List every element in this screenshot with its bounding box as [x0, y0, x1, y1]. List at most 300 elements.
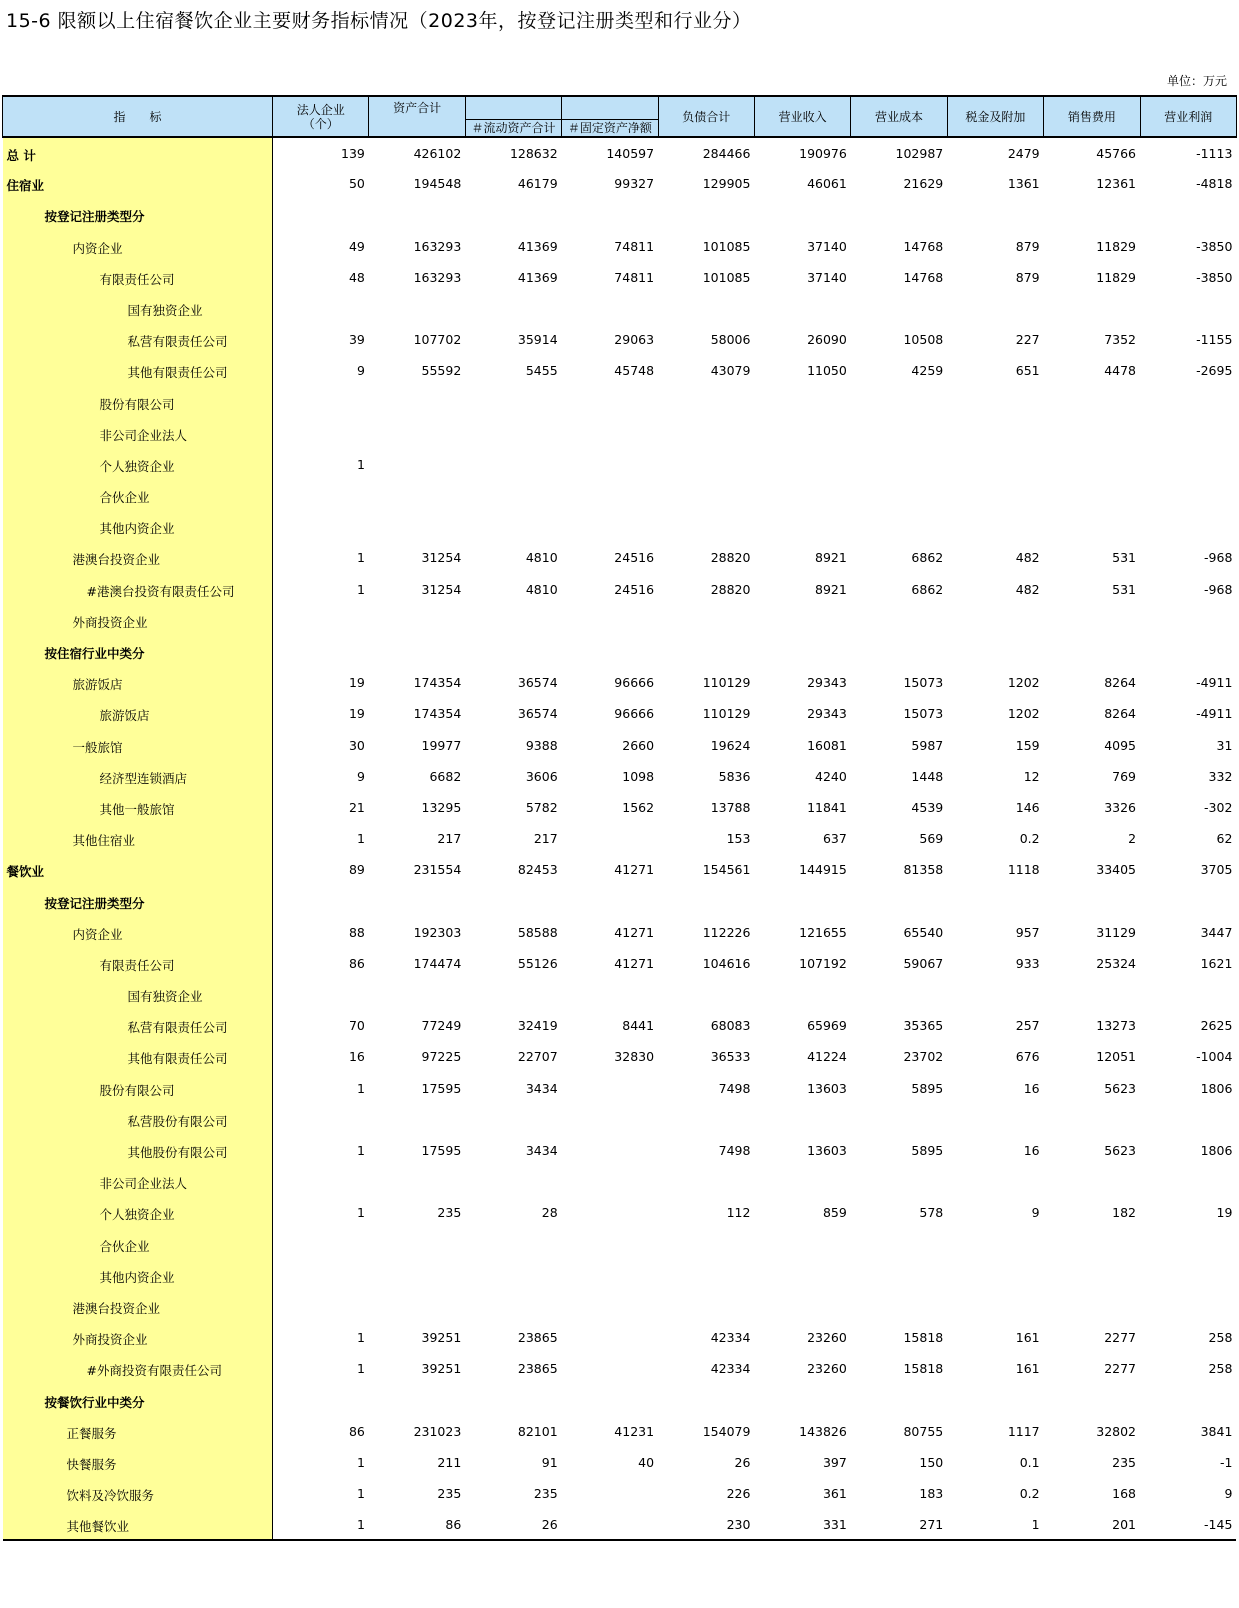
- cell-value: 226: [726, 1486, 751, 1502]
- cell-value: [465, 1291, 561, 1322]
- cell-value: 96666: [614, 675, 655, 691]
- cell-value: 1: [947, 1509, 1043, 1540]
- cell-value: 24516: [614, 581, 655, 597]
- cell-value: [851, 387, 947, 418]
- cell-value: 39: [348, 332, 365, 348]
- cell-value: [754, 605, 850, 636]
- cell-value: 1: [356, 1330, 365, 1346]
- cell-value: 4539: [911, 799, 944, 815]
- cell-value: 182: [1112, 1205, 1137, 1221]
- row-label: 内资企业: [3, 917, 273, 948]
- cell-value: 81358: [903, 862, 944, 878]
- cell-value: 19: [348, 675, 365, 691]
- cell-value: 163293: [413, 238, 462, 254]
- cell-value: [562, 636, 658, 667]
- cell-value: 23865: [517, 1330, 558, 1346]
- cell-value: 2479: [1007, 146, 1040, 161]
- row-label: 按住宿行业中类分: [3, 636, 273, 667]
- cell-value: 86: [348, 955, 365, 971]
- cell-value: [1044, 293, 1140, 324]
- cell-value: 37140: [807, 238, 847, 254]
- table-row: [3, 948, 1237, 979]
- cell-value: 284466: [702, 146, 751, 161]
- cell-value: 769: [1112, 768, 1137, 784]
- cell-value: [754, 1229, 850, 1260]
- row-label: 有限责任公司: [3, 948, 273, 979]
- table-row: [3, 199, 1237, 230]
- cell-value: [851, 199, 947, 230]
- cell-value: 89: [348, 862, 365, 878]
- cell-value: [947, 480, 1043, 511]
- unit-label: 单位：万元: [1166, 74, 1227, 88]
- cell-value: [562, 449, 658, 480]
- cell-value: 2277: [1104, 1330, 1137, 1346]
- header-revenue: 营业收入: [754, 96, 850, 137]
- cell-value: 1118: [1007, 862, 1040, 878]
- cell-value: 6862: [911, 581, 944, 597]
- table-row: [3, 1509, 1237, 1540]
- cell-value: [562, 480, 658, 511]
- cell-value: [562, 293, 658, 324]
- cell-value: 4095: [1104, 737, 1137, 753]
- cell-value: 482: [1015, 550, 1040, 566]
- cell-value: 150: [919, 1454, 944, 1470]
- cell-value: 15818: [903, 1330, 944, 1346]
- cell-value: [947, 418, 1043, 449]
- cell-value: [658, 1260, 754, 1291]
- table-row: [3, 636, 1237, 667]
- row-label: 快餐服务: [3, 1447, 273, 1478]
- cell-value: 62: [1216, 831, 1233, 847]
- cell-value: [369, 387, 465, 418]
- row-label: 经济型连锁酒店: [3, 761, 273, 792]
- cell-value: [369, 1260, 465, 1291]
- cell-value: 174474: [413, 955, 462, 971]
- cell-value: [754, 449, 850, 480]
- cell-value: [947, 1229, 1043, 1260]
- cell-value: 637: [822, 831, 847, 847]
- cell-value: 28: [541, 1205, 558, 1221]
- cell-value: [658, 480, 754, 511]
- cell-value: [1044, 636, 1140, 667]
- cell-value: [1140, 387, 1236, 418]
- row-label: 港澳台投资企业: [3, 1291, 273, 1322]
- cell-value: 22707: [517, 1049, 558, 1065]
- cell-value: 879: [1015, 238, 1040, 254]
- cell-value: [562, 1197, 658, 1228]
- cell-value: [1044, 449, 1140, 480]
- cell-value: [1140, 636, 1236, 667]
- header-assets-spacer: [465, 96, 561, 120]
- cell-value: 74811: [614, 269, 655, 285]
- cell-value: 17595: [421, 1080, 462, 1096]
- cell-value: 5895: [911, 1080, 944, 1096]
- cell-value: 21: [348, 799, 365, 815]
- cell-value: 143826: [799, 1423, 847, 1439]
- financial-indicators-table: [2, 95, 1237, 1541]
- cell-value: 48: [348, 269, 365, 285]
- row-label: 其他有限责任公司: [3, 1041, 273, 1072]
- cell-value: 201: [1044, 1509, 1140, 1540]
- cell-value: [562, 605, 658, 636]
- cell-value: [562, 1353, 658, 1384]
- cell-value: 32419: [517, 1018, 558, 1034]
- cell-value: 68083: [710, 1018, 751, 1034]
- row-label: 港澳台投资企业: [3, 542, 273, 573]
- cell-value: [465, 418, 561, 449]
- table-row: [3, 730, 1237, 761]
- cell-value: 227: [1015, 332, 1040, 348]
- cell-value: [273, 199, 369, 230]
- row-label: 按登记注册类型分: [3, 199, 273, 230]
- cell-value: 1361: [1007, 176, 1040, 192]
- table-row: [3, 1322, 1237, 1353]
- table-row: [3, 324, 1237, 355]
- cell-value: 168: [1112, 1486, 1137, 1502]
- cell-value: [658, 199, 754, 230]
- cell-value: [273, 293, 369, 324]
- cell-value: [658, 1166, 754, 1197]
- cell-value: 23865: [517, 1361, 558, 1377]
- cell-value: 41369: [517, 269, 558, 285]
- cell-value: [947, 1385, 1043, 1416]
- row-label: 内资企业: [3, 231, 273, 262]
- row-label: 其他股份有限公司: [3, 1135, 273, 1166]
- cell-value: 211: [437, 1454, 462, 1470]
- table-row: [3, 854, 1237, 885]
- table-row: [3, 262, 1237, 293]
- cell-value: 5895: [911, 1143, 944, 1158]
- cell-value: [1044, 605, 1140, 636]
- cell-value: [465, 449, 561, 480]
- header-cost: 营业成本: [851, 96, 947, 137]
- cell-value: 3841: [1200, 1423, 1233, 1439]
- cell-value: [947, 886, 1043, 917]
- cell-value: 3447: [1200, 924, 1233, 940]
- cell-value: [754, 293, 850, 324]
- cell-value: 235: [437, 1205, 462, 1221]
- table-row: [3, 231, 1237, 262]
- cell-value: 3434: [525, 1080, 558, 1096]
- table-row: [3, 1478, 1237, 1509]
- row-label: 按餐饮行业中类分: [3, 1385, 273, 1416]
- cell-value: 1: [356, 1454, 365, 1470]
- cell-value: 1: [356, 456, 365, 472]
- cell-value: [562, 823, 658, 854]
- cell-value: 88: [348, 924, 365, 940]
- cell-value: 29343: [807, 706, 847, 722]
- table-row: [3, 1197, 1237, 1228]
- cell-value: [658, 886, 754, 917]
- cell-value: -1113: [1196, 146, 1233, 161]
- cell-value: [562, 1229, 658, 1260]
- cell-value: [1140, 511, 1236, 542]
- table-row: [3, 761, 1237, 792]
- cell-value: 65969: [807, 1018, 847, 1034]
- cell-value: 140597: [606, 146, 655, 161]
- row-label: 非公司企业法人: [3, 1166, 273, 1197]
- cell-value: 65540: [903, 924, 944, 940]
- cell-value: 25324: [1096, 955, 1137, 971]
- cell-value: [851, 1260, 947, 1291]
- cell-value: [1044, 480, 1140, 511]
- cell-value: [369, 605, 465, 636]
- cell-value: [1044, 1260, 1140, 1291]
- cell-value: [851, 1166, 947, 1197]
- cell-value: 0.2: [1019, 1486, 1040, 1502]
- cell-value: 1: [356, 1205, 365, 1221]
- table-row: [3, 449, 1237, 480]
- cell-value: [1140, 1104, 1236, 1135]
- cell-value: [754, 480, 850, 511]
- cell-value: 82453: [517, 862, 558, 878]
- cell-value: [562, 1135, 658, 1166]
- cell-value: [1044, 511, 1140, 542]
- cell-value: 24516: [614, 550, 655, 566]
- cell-value: 49: [348, 238, 365, 254]
- cell-value: [947, 636, 1043, 667]
- cell-value: [947, 511, 1043, 542]
- row-label: 股份有限公司: [3, 387, 273, 418]
- cell-value: [273, 511, 369, 542]
- row-label: 旅游饭店: [3, 698, 273, 729]
- cell-value: 8264: [1104, 706, 1137, 722]
- cell-value: 1: [356, 1080, 365, 1096]
- cell-value: 5987: [911, 737, 944, 753]
- cell-value: 101085: [702, 238, 751, 254]
- cell-value: [947, 1104, 1043, 1135]
- cell-value: 9388: [525, 737, 558, 753]
- cell-value: [947, 605, 1043, 636]
- cell-value: [1140, 199, 1236, 230]
- cell-value: 8264: [1104, 675, 1137, 691]
- cell-value: 31: [1216, 737, 1233, 753]
- cell-value: 46179: [517, 176, 558, 192]
- cell-value: [465, 1385, 561, 1416]
- cell-value: 23702: [903, 1049, 944, 1065]
- cell-value: 77249: [421, 1018, 462, 1034]
- cell-value: 10508: [903, 332, 944, 348]
- cell-value: 50: [348, 176, 365, 192]
- cell-value: [658, 293, 754, 324]
- header-assets-spacer-2: [562, 96, 658, 120]
- cell-value: -1004: [1196, 1049, 1233, 1065]
- cell-value: 36533: [710, 1049, 751, 1065]
- cell-value: 31254: [421, 581, 462, 597]
- table-row: [3, 480, 1237, 511]
- cell-value: 23260: [807, 1330, 847, 1346]
- cell-value: 11050: [807, 363, 847, 379]
- row-label: 饮料及冷饮服务: [3, 1478, 273, 1509]
- cell-value: 45748: [614, 363, 655, 379]
- cell-value: [658, 387, 754, 418]
- cell-value: [947, 199, 1043, 230]
- cell-value: [754, 1260, 850, 1291]
- cell-value: 31129: [1096, 924, 1137, 940]
- table-row: [3, 979, 1237, 1010]
- cell-value: 651: [1015, 363, 1040, 379]
- cell-value: 16: [348, 1049, 365, 1065]
- table-row: [3, 1135, 1237, 1166]
- cell-value: 8921: [815, 550, 847, 566]
- row-label: 有限责任公司: [3, 262, 273, 293]
- cell-value: [273, 886, 369, 917]
- cell-value: 102987: [895, 146, 944, 161]
- cell-value: 174354: [413, 675, 462, 691]
- cell-value: [465, 979, 561, 1010]
- cell-value: [369, 1166, 465, 1197]
- cell-value: [369, 449, 465, 480]
- cell-value: 190976: [799, 146, 847, 161]
- cell-value: [658, 605, 754, 636]
- cell-value: [1044, 886, 1140, 917]
- cell-value: [851, 480, 947, 511]
- cell-value: [754, 1166, 850, 1197]
- table-row: [3, 1166, 1237, 1197]
- cell-value: 40: [638, 1454, 655, 1470]
- cell-value: 35914: [517, 332, 558, 348]
- cell-value: 0.1: [1019, 1454, 1040, 1470]
- header-enterprises: 法人企业 （个）: [273, 96, 369, 137]
- cell-value: 7498: [718, 1080, 751, 1096]
- cell-value: 30: [348, 737, 365, 753]
- cell-value: [851, 1385, 947, 1416]
- cell-value: 4240: [815, 768, 847, 784]
- cell-value: [273, 605, 369, 636]
- cell-value: [754, 886, 850, 917]
- cell-value: [273, 1104, 369, 1135]
- cell-value: 37140: [807, 269, 847, 285]
- cell-value: 6862: [911, 550, 944, 566]
- cell-value: 16081: [807, 737, 847, 753]
- cell-value: 19977: [421, 737, 462, 753]
- cell-value: [1140, 293, 1236, 324]
- table-row: [3, 293, 1237, 324]
- cell-value: [369, 1385, 465, 1416]
- cell-value: 13295: [421, 799, 462, 815]
- row-label: 其他住宿业: [3, 823, 273, 854]
- cell-value: 23260: [807, 1361, 847, 1377]
- cell-value: -968: [1204, 550, 1233, 566]
- cell-value: 21629: [903, 176, 944, 192]
- row-label: 一般旅馆: [3, 730, 273, 761]
- cell-value: [947, 979, 1043, 1010]
- cell-value: 32802: [1096, 1423, 1137, 1439]
- cell-value: 879: [1015, 269, 1040, 285]
- cell-value: 13788: [710, 799, 751, 815]
- cell-value: 5455: [525, 363, 558, 379]
- cell-value: [562, 418, 658, 449]
- cell-value: 26: [734, 1454, 751, 1470]
- cell-value: 104616: [702, 955, 751, 971]
- cell-value: [851, 1229, 947, 1260]
- cell-value: 86: [369, 1509, 465, 1540]
- cell-value: [369, 511, 465, 542]
- cell-value: 7498: [718, 1143, 751, 1158]
- cell-value: 235: [437, 1486, 462, 1502]
- cell-value: 2660: [622, 737, 655, 753]
- cell-value: [754, 511, 850, 542]
- cell-value: 1202: [1007, 675, 1040, 691]
- cell-value: 107702: [413, 332, 462, 348]
- cell-value: 15818: [903, 1361, 944, 1377]
- cell-value: 3705: [1200, 862, 1233, 878]
- cell-value: [947, 293, 1043, 324]
- cell-value: 9: [1031, 1205, 1040, 1221]
- cell-value: [1140, 449, 1236, 480]
- table-row: [3, 1260, 1237, 1291]
- cell-value: 5782: [525, 799, 558, 815]
- cell-value: 1098: [622, 768, 655, 784]
- header-assets: 资产合计: [369, 96, 465, 120]
- row-label: 合伙企业: [3, 1229, 273, 1260]
- cell-value: 15073: [903, 706, 944, 722]
- cell-value: [1044, 979, 1140, 1010]
- cell-value: 112226: [702, 924, 751, 940]
- cell-value: [658, 1291, 754, 1322]
- cell-value: [754, 418, 850, 449]
- cell-value: 1806: [1200, 1080, 1233, 1096]
- cell-value: 4810: [525, 581, 558, 597]
- row-label: 私营股份有限公司: [3, 1104, 273, 1135]
- cell-value: [658, 511, 754, 542]
- cell-value: [273, 1291, 369, 1322]
- cell-value: 19: [348, 706, 365, 722]
- cell-value: 9: [356, 768, 365, 784]
- cell-value: 91: [541, 1454, 558, 1470]
- cell-value: -1155: [1196, 332, 1233, 348]
- cell-value: 41369: [517, 238, 558, 254]
- cell-value: 331: [754, 1509, 850, 1540]
- table-row: [3, 1229, 1237, 1260]
- cell-value: [465, 1229, 561, 1260]
- cell-value: [851, 605, 947, 636]
- table-body: [3, 137, 1237, 1540]
- cell-value: 26090: [807, 332, 847, 348]
- cell-value: 1: [356, 1361, 365, 1377]
- cell-value: [851, 636, 947, 667]
- table-row: [3, 792, 1237, 823]
- cell-value: 482: [1015, 581, 1040, 597]
- cell-value: 86: [348, 1423, 365, 1439]
- cell-value: [947, 1260, 1043, 1291]
- row-label: 非公司企业法人: [3, 418, 273, 449]
- cell-value: [851, 511, 947, 542]
- cell-value: 58588: [517, 924, 558, 940]
- cell-value: 361: [822, 1486, 847, 1502]
- cell-value: 1448: [911, 768, 944, 784]
- cell-value: 55126: [517, 955, 558, 971]
- table-row: [3, 823, 1237, 854]
- cell-value: 183: [919, 1486, 944, 1502]
- cell-value: 578: [919, 1205, 944, 1221]
- table-row: [3, 886, 1237, 917]
- cell-value: [851, 449, 947, 480]
- cell-value: [947, 1166, 1043, 1197]
- cell-value: [465, 480, 561, 511]
- cell-value: 12361: [1096, 176, 1137, 192]
- cell-value: 36574: [517, 706, 558, 722]
- cell-value: [658, 418, 754, 449]
- cell-value: [1044, 387, 1140, 418]
- cell-value: 101085: [702, 269, 751, 285]
- cell-value: 426102: [413, 146, 462, 161]
- row-label: 个人独资企业: [3, 1197, 273, 1228]
- table-row: [3, 1385, 1237, 1416]
- cell-value: 161: [1015, 1330, 1040, 1346]
- cell-value: -968: [1204, 581, 1233, 597]
- cell-value: [369, 886, 465, 917]
